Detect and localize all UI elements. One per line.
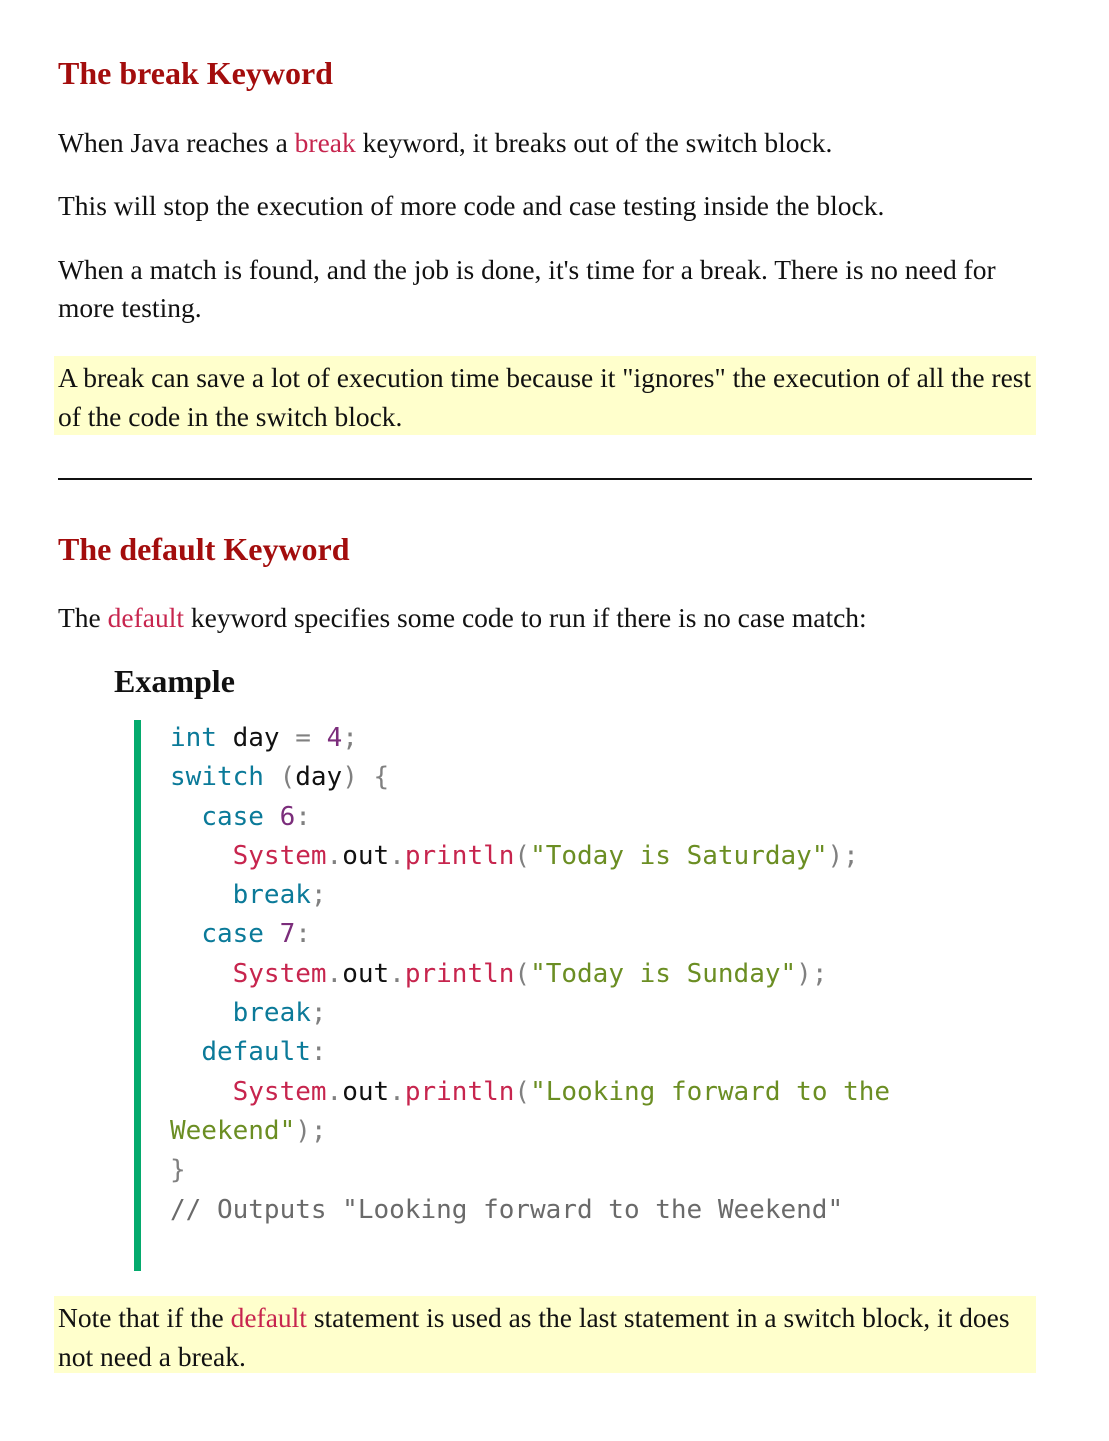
code-token: ; xyxy=(310,998,327,1029)
code-line xyxy=(170,1195,843,1225)
code-block-accent-bar xyxy=(134,720,141,1271)
code-line xyxy=(170,1077,890,1107)
code-line xyxy=(170,880,327,910)
code-token: int xyxy=(170,723,217,753)
code-token: ); xyxy=(295,1115,327,1146)
code-line xyxy=(170,998,327,1028)
code-token: ); xyxy=(796,958,828,989)
code-token: { xyxy=(373,762,390,793)
text-fragment: Note that if the xyxy=(58,1302,231,1333)
code-line xyxy=(170,802,311,832)
code-token: println xyxy=(404,958,515,989)
code-token: 6 xyxy=(279,801,296,832)
code-token: ( xyxy=(514,840,531,871)
code-comment: // Outputs "Looking forward to the Weekend" xyxy=(170,1194,844,1225)
inline-keyword-break: break xyxy=(294,127,356,158)
code-line xyxy=(170,1155,186,1185)
note-box-default xyxy=(54,1296,1036,1373)
code-token: Weekend" xyxy=(170,1115,296,1146)
paragraph-match-found: When a match is found, and the job is done, it's time for a break. There is no need for more testing. xyxy=(58,254,996,323)
code-token: break xyxy=(232,880,311,911)
code-token: println xyxy=(404,1076,515,1107)
code-token: . xyxy=(326,958,343,989)
text-fragment: keyword specifies some code to run if there is no case match: xyxy=(184,602,867,633)
code-token: } xyxy=(170,1155,186,1186)
paragraph-default-intro xyxy=(58,599,1038,637)
code-token: ; xyxy=(342,723,358,753)
code-token: "Looking forward to the xyxy=(530,1076,891,1107)
code-token: : xyxy=(295,919,311,950)
paragraph-stop-execution: This will stop the execution of more code and case testing inside the block. xyxy=(58,190,885,221)
code-token: case xyxy=(201,919,264,950)
code-token: out xyxy=(342,1076,390,1107)
section-divider xyxy=(58,478,1032,480)
code-token: ); xyxy=(827,840,859,871)
code-token: . xyxy=(389,1076,405,1107)
code-line xyxy=(170,841,859,871)
code-line xyxy=(170,1037,327,1067)
code-token: = xyxy=(295,723,311,753)
code-token: : xyxy=(310,1037,327,1068)
code-token: 4 xyxy=(326,723,343,753)
text-fragment: statement is used as the last statement in a switch block, it does not need a break. xyxy=(58,1302,1010,1372)
code-token: default xyxy=(201,1037,311,1068)
code-line xyxy=(170,723,358,753)
inline-keyword-default: default xyxy=(230,1302,307,1333)
code-line xyxy=(170,959,827,989)
code-line xyxy=(170,1116,327,1146)
example-heading: Example xyxy=(114,663,235,699)
code-line xyxy=(170,762,389,792)
code-token: . xyxy=(389,958,405,989)
text-fragment: keyword, it breaks out of the switch block. xyxy=(355,127,833,158)
code-token: ; xyxy=(310,880,327,911)
note-box-break: A break can save a lot of execution time because it "ignores" the execution of all the rest of the code in the switch block. xyxy=(54,356,1036,435)
inline-keyword-default: default xyxy=(107,602,184,633)
code-token: ( xyxy=(514,958,531,989)
code-token: : xyxy=(295,801,311,832)
code-token: . xyxy=(326,840,343,871)
code-token: System xyxy=(232,840,327,871)
section-heading-default: The default Keyword xyxy=(58,531,350,567)
code-token: ) xyxy=(342,762,358,793)
code-line xyxy=(170,919,311,949)
code-token: System xyxy=(232,958,327,989)
paragraph-break-intro xyxy=(58,124,1038,162)
text-fragment: When Java reaches a xyxy=(58,127,295,158)
code-block xyxy=(170,719,890,1230)
code-token: 7 xyxy=(279,919,296,950)
code-token: out xyxy=(342,840,390,871)
text-fragment: The xyxy=(58,602,108,633)
code-token: "Today is Saturday" xyxy=(530,840,828,871)
code-token: out xyxy=(342,958,390,989)
section-heading-break: The break Keyword xyxy=(58,55,333,91)
code-token: break xyxy=(232,998,311,1029)
code-token: . xyxy=(389,840,405,871)
code-token: ( xyxy=(514,1076,531,1107)
code-token: println xyxy=(404,840,515,871)
code-token: switch xyxy=(170,762,264,793)
code-token: ( xyxy=(279,762,296,793)
code-token: . xyxy=(326,1076,343,1107)
code-token: day xyxy=(232,723,280,753)
code-token: day xyxy=(295,762,343,793)
code-token: System xyxy=(232,1076,327,1107)
code-token: case xyxy=(201,801,264,832)
code-token: "Today is Sunday" xyxy=(530,958,797,989)
